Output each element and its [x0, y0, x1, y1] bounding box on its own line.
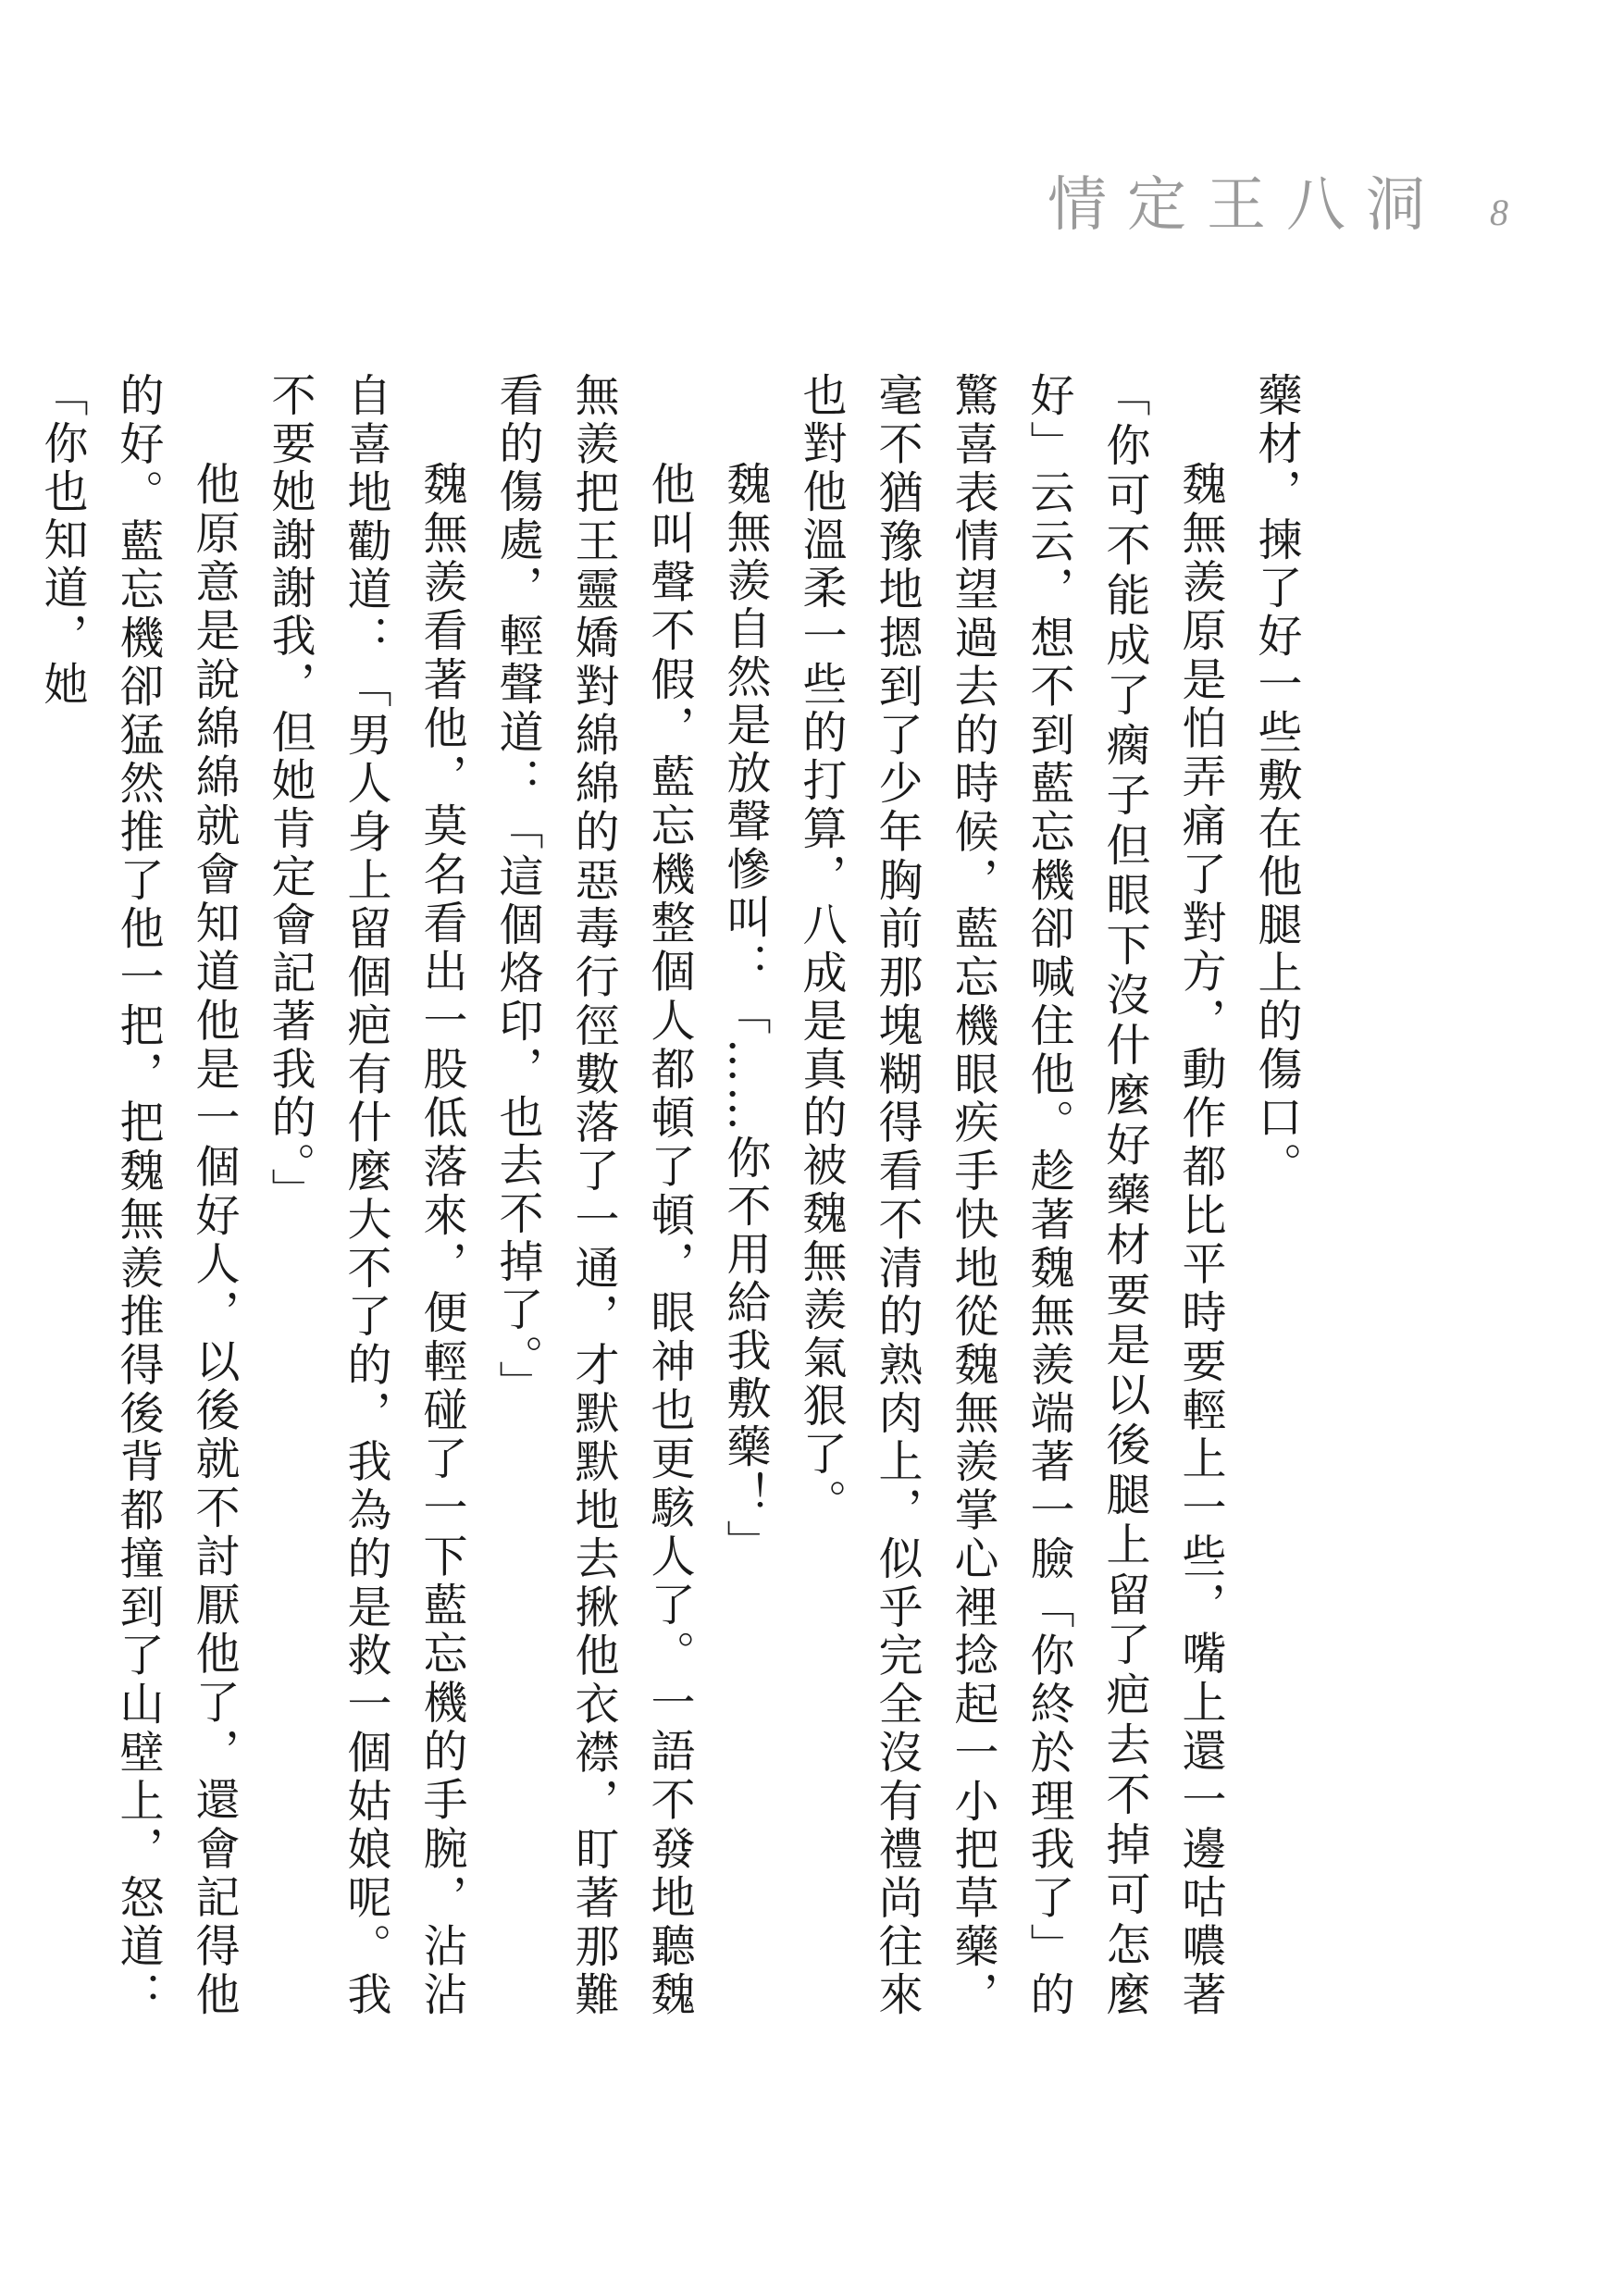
paragraph-3: 魏無羨自然是放聲慘叫：「……你不用給我敷藥！」: [719, 461, 771, 1568]
page-number: 8: [1490, 192, 1508, 233]
running-header: [1048, 157, 1508, 242]
paragraph-4: 他叫聲不假，藍忘機整個人都頓了頓，眼神也更駭人了。一語不發地聽魏無羨把王靈嬌對綿綿的惡毒行徑數落了一通，才默默地去揪他衣襟，盯著那難看的傷處，輕聲道：「這個烙印，也去不掉了。」: [491, 372, 695, 2019]
paragraph-5: 魏無羨看著他，莫名看出一股低落來，便輕碰了一下藍忘機的手腕，沾沾自喜地勸道：「男人身上留個疤有什麼大不了的，我為的是救一個姑娘呢。我不要她謝謝我，但她肯定會記著我的。」: [264, 372, 467, 2019]
paragraph-6: 他原意是說綿綿就會知道他是一個好人，以後就不討厭他了，還會記得他的好。藍忘機卻猛然推了他一把，把魏無羨推得後背都撞到了山壁上，怒道：「你也知道，她: [36, 372, 240, 2019]
paragraph-1: 藥材，揀了好一些敷在他腿上的傷口。: [1250, 372, 1302, 1190]
vertical-body-text: [36, 372, 1314, 2019]
paragraph-2: 魏無羨原是怕弄痛了對方，動作都比平時要輕上一些，嘴上還一邊咕噥著「你可不能成了瘸子但眼下沒什麼好藥材要是以後腿上留了疤去不掉可怎麼好」云云，想不到藍忘機卻喊住他。趁著魏無羨端著一臉「你終於理我了」的驚喜表情望過去的時候，藍忘機眼疾手快地從魏無羨掌心裡捻起一小把草藥，毫不猶豫地摁到了少年胸前那塊糊得看不清的熟肉上，似乎完全沒有禮尚往來也對他溫柔一些的打算，八成是真的被魏無羨氣狠了。: [795, 372, 1226, 2019]
book-title: 情定王八洞: [1048, 171, 1445, 240]
